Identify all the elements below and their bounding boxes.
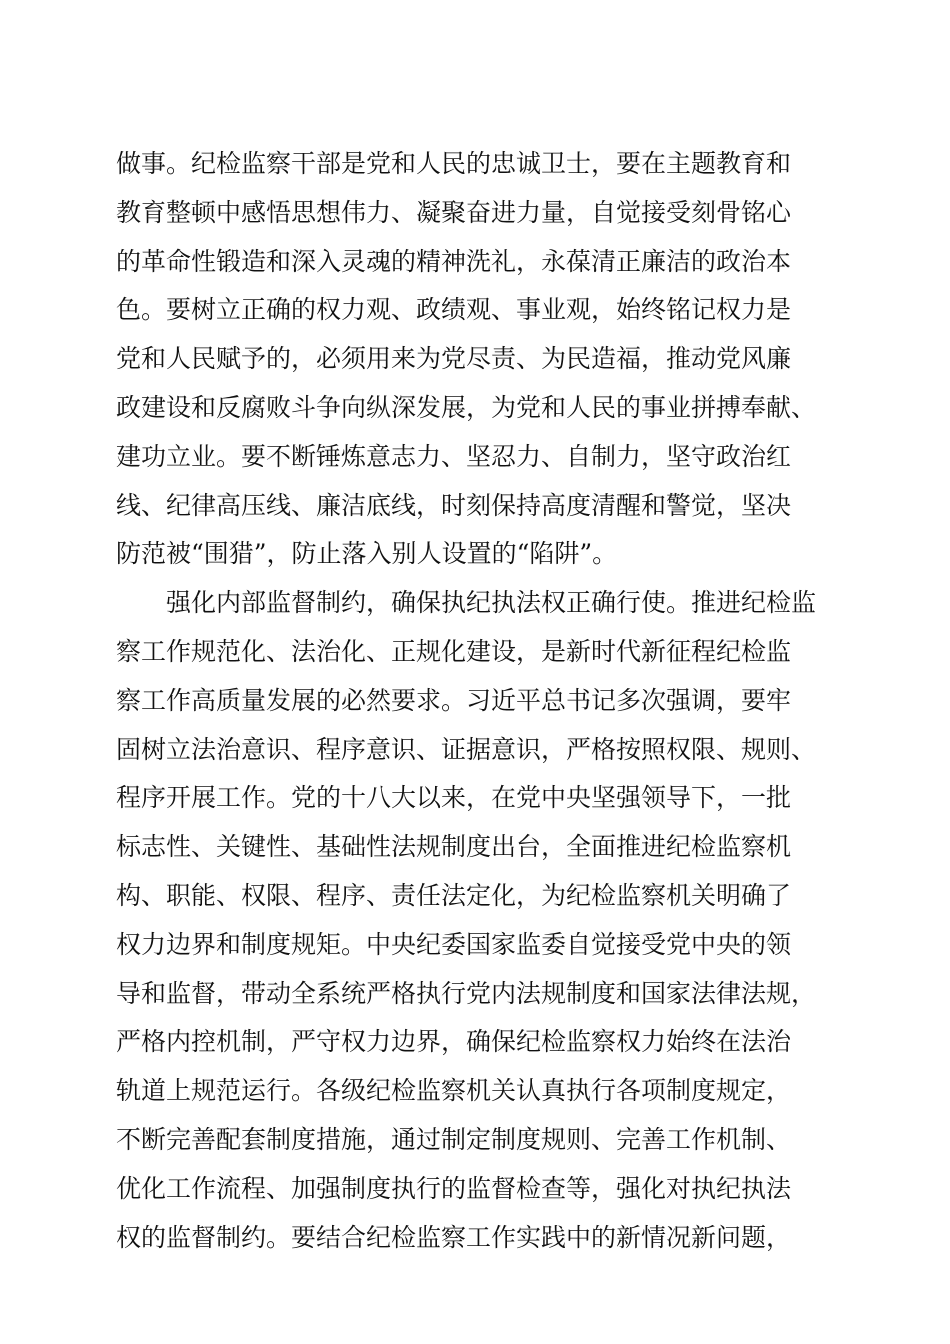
paragraph-first-line: 强化内部监督制约，确保执纪执法权正确行使。推进纪检监 (166, 588, 817, 618)
text-line: 固树立法治意识、程序意识、证据意识，严格按照权限、规则、 (116, 734, 817, 764)
text-line: 权力边界和制度规矩。中央纪委国家监委自觉接受党中央的领 (116, 929, 792, 959)
text-line: 建功立业。要不断锤炼意志力、坚忍力、自制力，坚守政治红 (116, 441, 792, 471)
text-line: 党和人民赋予的，必须用来为党尽责、为民造福，推动党风廉 (116, 344, 792, 374)
text-line: 严格内控机制，严守权力边界，确保纪检监察权力始终在法治 (116, 1027, 792, 1057)
text-line: 优化工作流程、加强制度执行的监督检查等，强化对执纪执法 (116, 1173, 792, 1203)
text-line: 线、纪律高压线、廉洁底线，时刻保持高度清醒和警觉，坚决 (116, 490, 792, 520)
text-line: 标志性、关键性、基础性法规制度出台，全面推进纪检监察机 (116, 832, 792, 862)
text-line: 不断完善配套制度措施，通过制定制度规则、完善工作机制、 (116, 1124, 792, 1154)
text-line: 察工作高质量发展的必然要求。习近平总书记多次强调，要牢 (116, 685, 792, 715)
text-line: 政建设和反腐败斗争向纵深发展，为党和人民的事业拼搏奉献、 (116, 392, 817, 422)
text-line: 导和监督，带动全系统严格执行党内法规制度和国家法律法规， (116, 978, 817, 1008)
text-line: 教育整顿中感悟思想伟力、凝聚奋进力量，自觉接受刻骨铭心 (116, 197, 792, 227)
text-line: 做事。纪检监察干部是党和人民的忠诚卫士，要在主题教育和 (116, 149, 792, 178)
text-line: 察工作规范化、法治化、正规化建设，是新时代新征程纪检监 (116, 636, 792, 666)
text-line: 轨道上规范运行。各级纪检监察机关认真执行各项制度规定， (116, 1076, 792, 1106)
text-line: 程序开展工作。党的十八大以来，在党中央坚强领导下，一批 (116, 783, 792, 813)
text-line: 的革命性锻造和深入灵魂的精神洗礼，永葆清正廉洁的政治本 (116, 246, 792, 276)
text-line: 防范被“围猎”，防止落入别人设置的“陷阱”。 (116, 539, 618, 569)
text-line: 构、职能、权限、程序、责任法定化，为纪检监察机关明确了 (116, 880, 792, 910)
text-line: 色。要树立正确的权力观、政绩观、事业观，始终铭记权力是 (116, 295, 792, 325)
text-line: 权的监督制约。要结合纪检监察工作实践中的新情况新问题， (116, 1222, 792, 1252)
document-body (116, 140, 846, 1262)
